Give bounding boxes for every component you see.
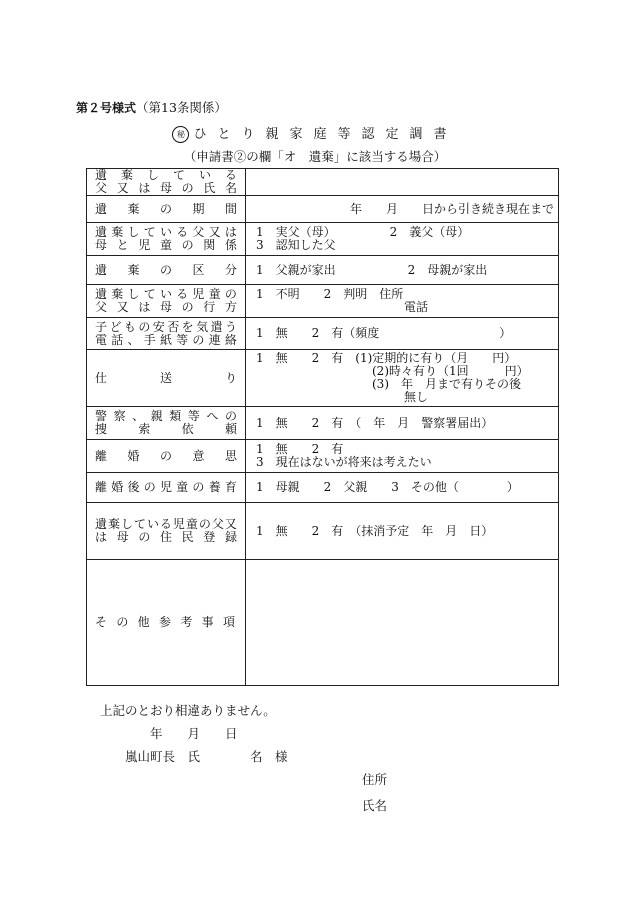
row-value[interactable] [246,407,559,440]
row-label-line: 遺 棄 の 区 分 [95,262,237,277]
table-row [87,473,559,503]
row-label-line: 離 婚 の 意 思 [95,448,237,463]
date-line: 年 月 日 [150,726,238,741]
address-label: 住所 [362,772,388,787]
row-label-line: そ の 他 参 考 事 項 [95,615,235,629]
row-value-line: 1 無 2 有 （ 年 月 警察署届出） [256,415,494,430]
table-row [87,285,559,318]
row-value-line: 1 無 2 有 [256,442,344,456]
row-label [87,318,246,350]
row-value-line: 1 無 2 有 （抹消予定 年 月 日） [256,523,494,538]
row-label [87,256,246,285]
row-value[interactable] [246,350,559,407]
row-label-line: 警 察 、 親 類 等 へ の [95,409,237,423]
row-label-line: 遺 棄 し て い る 児 童 の 父 又 [95,517,237,531]
row-label [87,560,246,686]
row-label [87,440,246,473]
row-label [87,473,246,503]
row-label-line: は 母 の 住 民 登 録 [95,530,237,544]
row-value-line: 無し [404,390,429,404]
row-value[interactable] [246,440,559,473]
row-value-line: 1 父親が家出 2 母親が家出 [256,262,488,277]
row-label [87,503,246,560]
row-label-line: 遺 棄 し て い る [95,168,237,182]
row-value[interactable] [246,473,559,503]
table-row [87,196,559,223]
table-row [87,318,559,350]
row-value[interactable] [246,169,559,196]
row-label-line: 離 婚 後 の 児 童 の 養 育 [95,480,237,494]
row-label [87,223,246,256]
form-number [76,98,227,116]
row-value-line: 1 無 2 有（頻度 ） [256,326,512,340]
survey-table [86,168,559,686]
form-number-label: 第２号様式 [76,101,137,115]
confidential-mark: 秘 [172,126,189,143]
row-label-line: 父 又 は 母 の 行 方 [95,300,237,314]
row-value-line: 電話 [404,300,429,314]
table-row [87,440,559,473]
row-label-line: 遺 棄 し て い る 父 又 は [95,225,237,239]
row-value-line: 3 認知した父 [256,238,336,252]
row-label-line: 遺 棄 の 期 間 [95,201,237,216]
addressee-line: 嵐山町長 氏 名 様 [125,749,288,764]
document-subtitle: （申請書②の欄「オ 遺棄」に該当する場合） [183,149,447,164]
title-text: ひとり親家庭等認定調書 [193,127,458,142]
row-value[interactable] [246,285,559,318]
row-value[interactable] [246,196,559,223]
row-label-line: 母 と 児 童 の 関 係 [95,238,237,252]
row-label-line: 仕 送 り [95,370,237,385]
row-value[interactable] [246,560,559,686]
row-value[interactable] [246,256,559,285]
row-value-line: 1 実父（母） 2 義父（母） [256,225,470,239]
row-value-line: (2)時々有り（1回 円） [372,364,529,378]
row-label-line: 電 話 、 手 紙 等 の 連 絡 [95,332,237,347]
row-label [87,285,246,318]
row-label [87,350,246,407]
form-reference: （第13条関係） [136,100,227,115]
row-label-line: 捜 索 依 頼 [95,422,237,436]
table-row [87,256,559,285]
row-value[interactable] [246,223,559,256]
row-value-line: 1 無 2 有 (1)定期的に有り（月 円） [256,351,517,365]
row-label [87,196,246,223]
document-title [0,123,630,143]
row-label-line: 遺 棄 し て い る 児 童 の [95,287,237,301]
table-row [87,169,559,196]
row-value-line: 1 母親 2 父親 3 その他（ ） [256,480,519,494]
row-value-line: 3 現在はないが将来は考えたい [256,455,432,469]
table-row [87,350,559,407]
row-label [87,169,246,196]
name-label: 氏名 [362,798,388,813]
row-label-line: 父 又 は 母 の 氏 名 [95,181,237,195]
declaration-text: 上記のとおり相違ありません。 [100,703,276,718]
row-label-line: 子 ど も の 安 否 を 気 遣 う [95,319,237,334]
table-row [87,503,559,560]
row-value[interactable] [246,503,559,560]
table-row [87,407,559,440]
table-row [87,560,559,686]
table-row [87,223,559,256]
row-value-line: 年 月 日から引き続き現在まで [349,201,554,216]
row-label [87,407,246,440]
row-value-line: (3) 年 月まで有りその後 [372,377,521,391]
row-value[interactable] [246,318,559,350]
row-value-line: 1 不明 2 判明 住所 [256,287,404,301]
